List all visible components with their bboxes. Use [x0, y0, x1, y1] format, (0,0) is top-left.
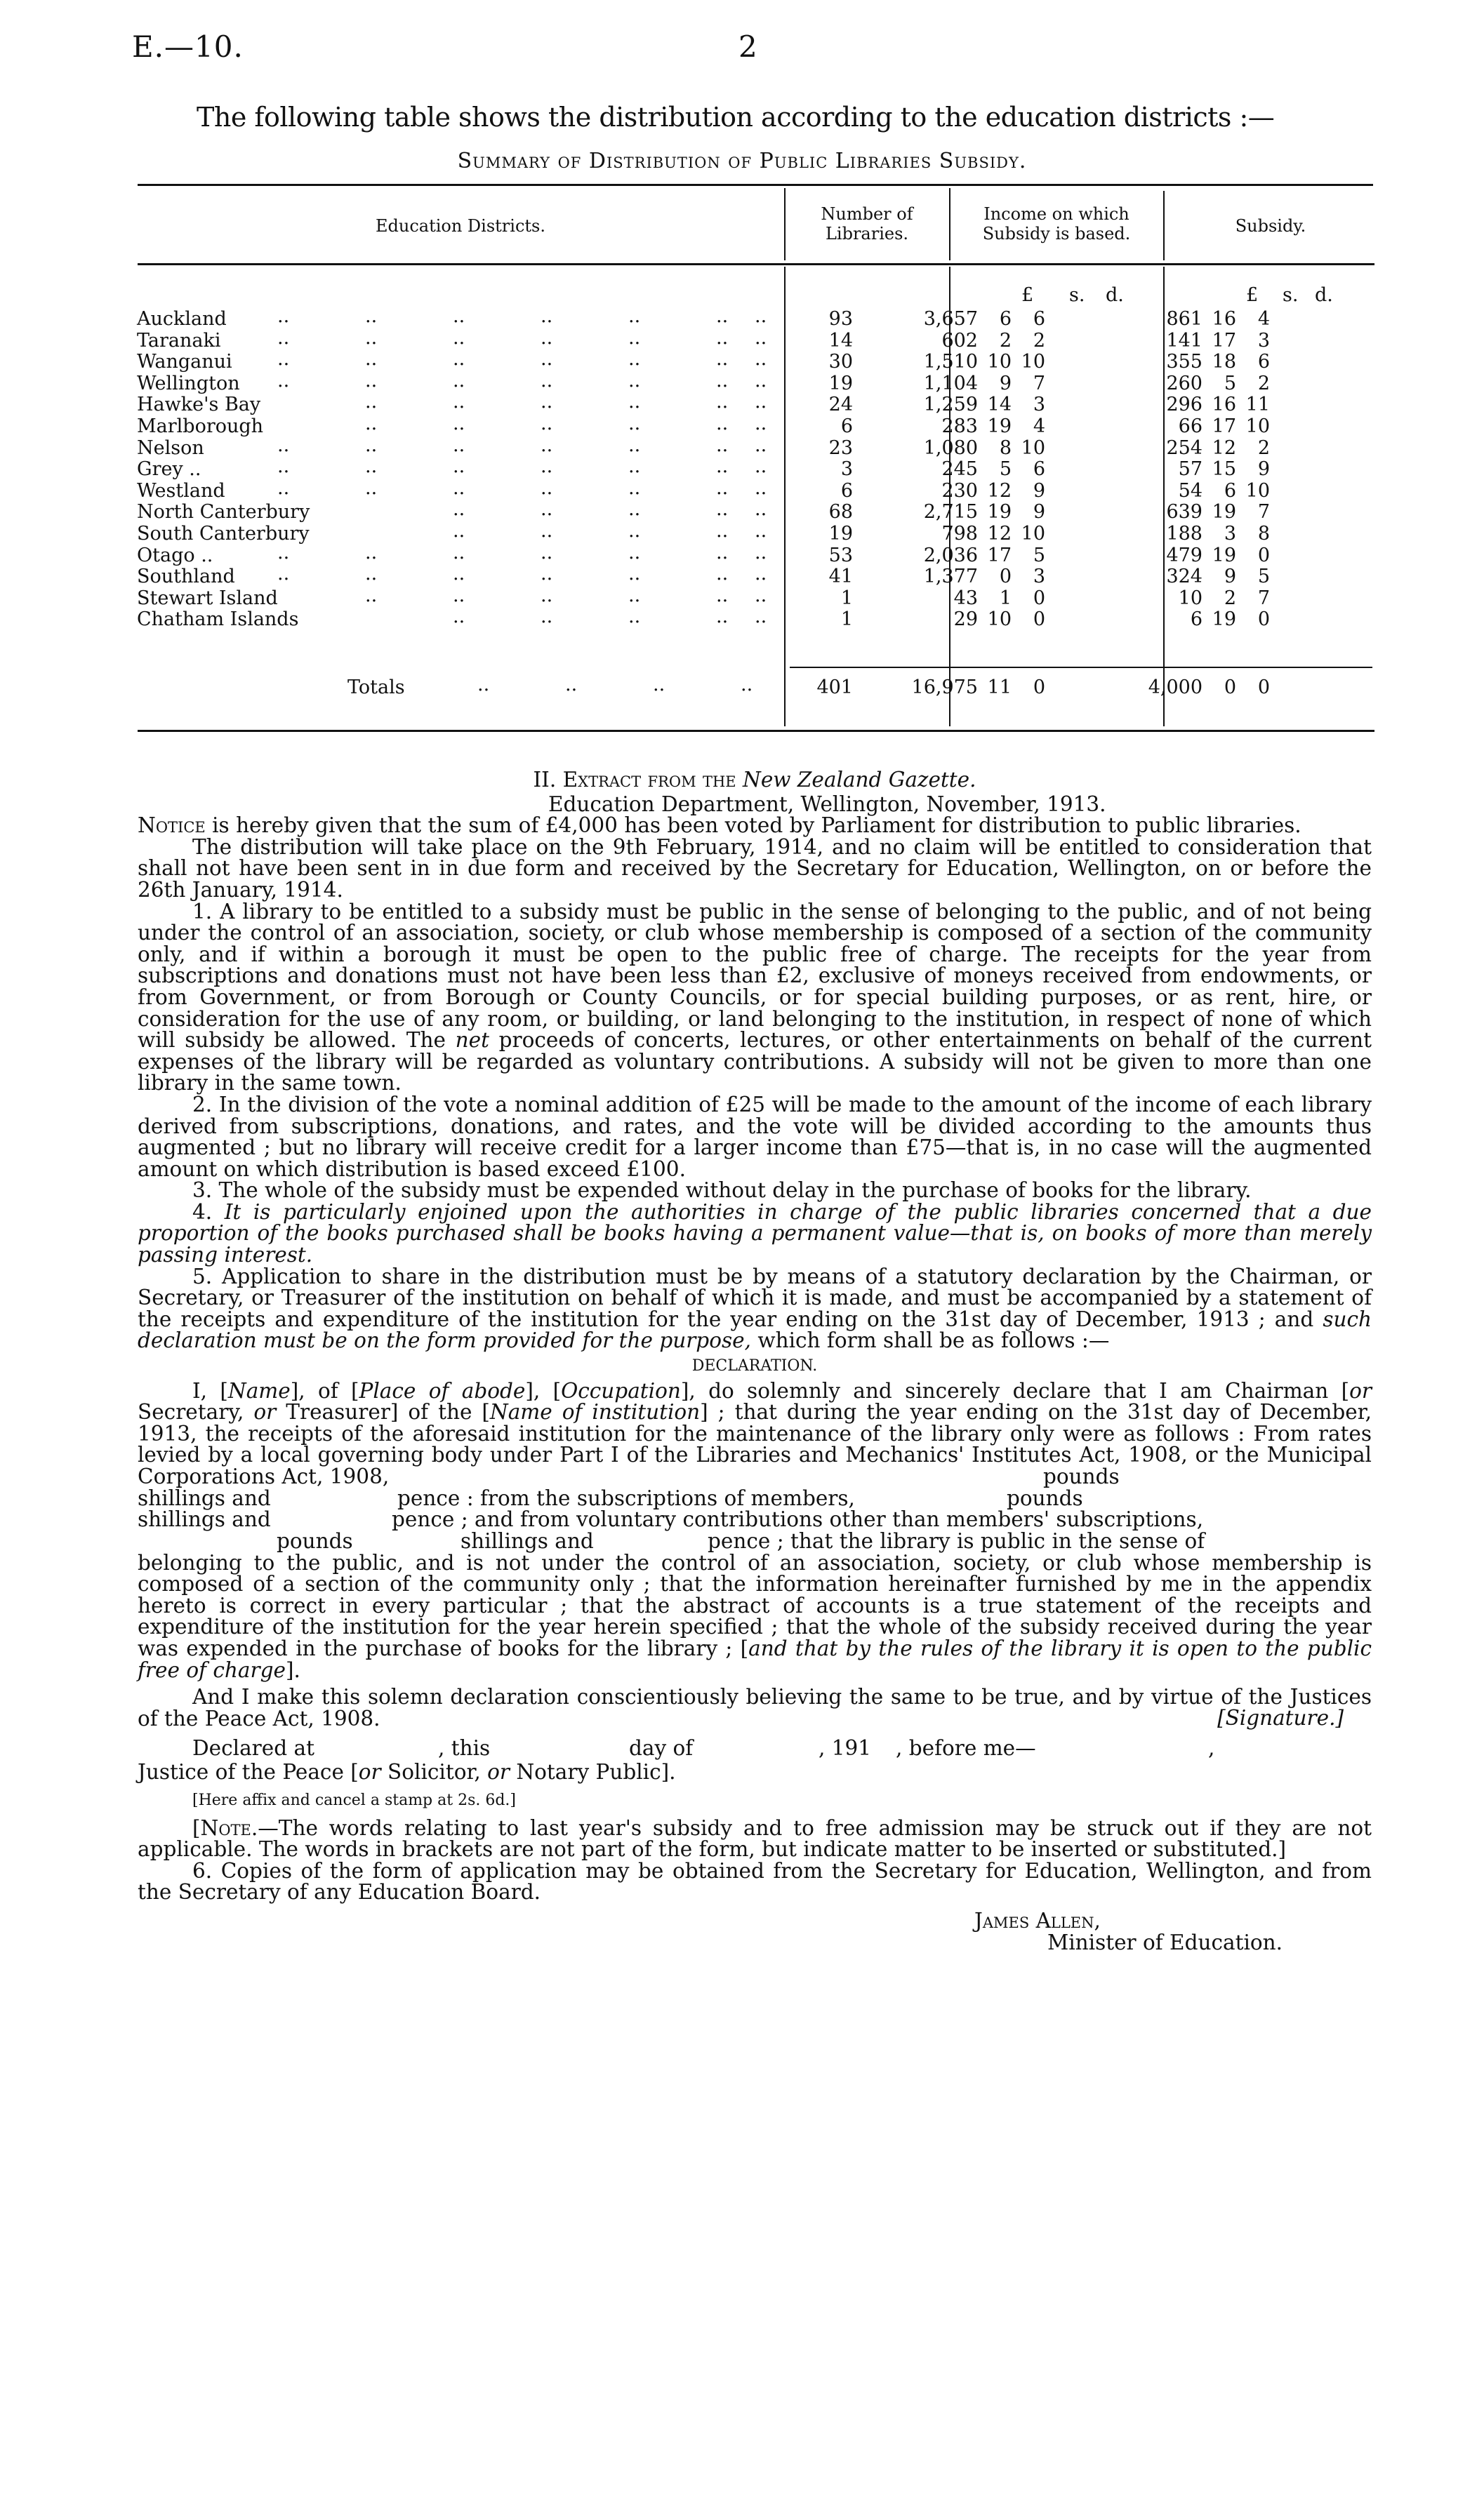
table-row: Chatham Islands .. .. .. .. .. 1 29 10 0 6 19 0 [137, 606, 1270, 631]
table-title: Summary of Distribution of Public Libraries Subsidy. [457, 149, 1027, 173]
library-count: 19 [828, 372, 853, 394]
library-count: 3 [840, 458, 853, 481]
total-subsidy-pence: 0 [1257, 676, 1270, 698]
library-count: 53 [828, 544, 853, 566]
district-name: Wellington [137, 372, 240, 394]
page-number: 2 [738, 29, 757, 64]
income-pounds: 1,080 [923, 436, 978, 459]
income-shillings: 2 [999, 329, 1012, 352]
library-count: 93 [828, 308, 853, 330]
income-shillings: 19 [987, 415, 1012, 437]
income-pence: 10 [1021, 436, 1045, 459]
totals-row: Totals .. .. .. .. 401 16,975 11 0 4,000 0 0 [347, 674, 1270, 698]
header-libraries: Number of Libraries. [821, 204, 913, 244]
subsidy-pence: 7 [1257, 587, 1270, 609]
income-pence: 10 [1021, 351, 1045, 373]
district-name: Marlborough [137, 415, 264, 437]
clause-2: 2. In the division of the vote a nominal addition of £25 will be made to the amount of the income of each library derived from subscriptions, donations, and rates, and the vote will be divided according to the amounts thus augmented ; but no library will receive credit for a larger income than £75—that is, in no case will the augmented amount on which distribution is based exceed £100. [138, 1092, 1372, 1181]
income-pence: 9 [1033, 479, 1045, 502]
subsidy-pounds: 861 [1166, 308, 1203, 330]
income-pence: 7 [1033, 372, 1045, 394]
income-shillings: 5 [999, 458, 1012, 481]
district-name: Westland [137, 479, 225, 502]
income-shillings: 10 [987, 351, 1012, 373]
clause-1: 1. A library to be entitled to a subsidy must be public in the sense of belonging to the public, and of not being under the control of an association, society, or club whose membership is composed of a section of the community only, and if within a borough it must be open to the public free of charge. The receipts for the year from subscriptions and donations must not have been less than £2, exclusive of moneys received from endowments, or from Government, or from Borough or County Councils, or for special building purposes, or as rent, hire, or consideration for the use of any room, or building, or land belonging to the institution, in respect of none of which will subsidy be allowed. The net proceeds of concerts, lectures, or other entertainments on behalf of the current expenses of the library will be regarded as voluntary contributions. A subsidy will not be given to more than one library in the same town. [138, 899, 1372, 1095]
district-name: Southland [137, 566, 235, 588]
subsidy-shillings: 19 [1212, 608, 1236, 631]
income-pounds: 1,377 [923, 566, 978, 588]
table-row: Stewart Island .. .. .. .. .. .. 1 43 1 0 10 2 7 [137, 584, 1270, 609]
library-count: 24 [828, 394, 853, 416]
col-divider-1 [784, 188, 786, 260]
income-pence: 0 [1033, 608, 1045, 631]
subsidy-shillings: 16 [1212, 308, 1236, 330]
declaration-blanks: pounds shillings and pence : from the subscriptions of members, pounds shillings and pence ; and from voluntary contributions other than members' subscriptions, pounds shillings and pence ; that the library is public in the sense of [138, 1464, 1205, 1553]
income-pounds: 1,104 [923, 372, 978, 394]
district-name: Auckland [137, 308, 227, 330]
table-row: Marlborough .. .. .. .. .. .. 6 283 19 4 66 17 10 [137, 413, 1270, 437]
clause-3: 3. The whole of the subsidy must be expended without delay in the purchase of books for the library. [192, 1178, 1252, 1203]
table-row: Westland .. .. .. .. .. .. .. 6 230 12 9 54 6 10 [137, 476, 1270, 502]
income-shillings: 0 [999, 566, 1012, 588]
district-name: Nelson [137, 436, 204, 459]
library-count: 1 [840, 587, 853, 609]
declared-at-line: Declared at , this day of , 191 , before me— , [192, 1736, 1215, 1761]
district-name: Chatham Islands [137, 608, 299, 631]
subsidy-pence: 2 [1257, 372, 1270, 394]
subsidy-shillings: 17 [1212, 415, 1236, 437]
signatory-name: James Allen, [974, 1908, 1101, 1933]
income-pounds: 230 [941, 479, 978, 502]
income-shillings: 9 [999, 372, 1012, 394]
income-pence: 0 [1033, 587, 1045, 609]
subsidy-pence: 9 [1257, 458, 1270, 481]
declaration-paragraph: I, [Name], of [Place of abode], [Occupation], do solemnly and sincerely declare that I am Chairman [or Secretary, or Treasurer] of the [Name of institution] ; that during the year ending on the 31st day of December, 1913, the receipts of the aforesaid institution for the maintenance of the library only were as follows : From rates levied by a local governing body under Part I of the Libraries and Mechanics' Institutes Act, 1908, or the Municipal Corporations Act, 1908, [138, 1378, 1372, 1488]
income-shillings: 8 [999, 436, 1012, 459]
income-pence: 5 [1033, 544, 1045, 566]
declaration-title: DECLARATION. [691, 1357, 818, 1375]
notice-paragraph: Notice is hereby given that the sum of £4,000 has been voted by Parliament for distribution to public libraries. [138, 813, 1301, 838]
income-pence: 10 [1021, 523, 1045, 545]
income-pounds: 2,715 [923, 501, 978, 524]
totals-label: Totals [347, 676, 405, 698]
table-row: Hawke's Bay .. .. .. .. .. .. 24 1,259 14 3 296 16 11 [137, 391, 1270, 416]
table-row: Grey .. .. .. .. .. .. .. .. 3 245 5 6 57 15 9 [137, 455, 1270, 481]
subsidy-pounds: 296 [1166, 394, 1203, 416]
income-pence: 6 [1033, 458, 1045, 481]
income-shillings: 6 [999, 308, 1012, 330]
income-pence: 3 [1033, 394, 1045, 416]
library-count: 14 [828, 329, 853, 352]
income-shillings: 19 [987, 501, 1012, 524]
income-pounds: 1,259 [923, 394, 978, 416]
distribution-paragraph: The distribution will take place on the 9th February, 1914, and no claim will be entitled to consideration that shall not have been sent in in due form and received by the Secretary for Education, Wellington, on or before the 26th January, 1914. [138, 834, 1372, 902]
clause-6: 6. Copies of the form of application may be obtained from the Secretary for Education, Wellington, and from the Secretary of any Education Board. [138, 1858, 1372, 1905]
subsidy-shillings: 19 [1212, 501, 1236, 524]
declaration-tail: belonging to the public, and is not under the control of an association, society, or club whose membership is composed of a section of the community only ; that the information hereinafter furnished by me in the appendix hereto is correct in every particular ; that the abstract of accounts is a true statement of the receipts and expenditure of the institution for the year herein specified ; that the whole of the subsidy received during the year was expended in the purchase of books for the library ; [and that by the rules of the library it is open to the public free of charge]. [138, 1550, 1372, 1682]
subsidy-shillings: 9 [1224, 566, 1236, 588]
subsidy-pounds: 188 [1166, 523, 1203, 545]
header-districts: Education Districts. [375, 216, 545, 236]
subsidy-shillings: 5 [1224, 372, 1236, 394]
income-pounds: 1,510 [923, 351, 978, 373]
subsidy-pounds: 57 [1178, 458, 1203, 481]
income-pounds: 43 [953, 587, 978, 609]
subsidy-shillings: 12 [1212, 436, 1236, 459]
col-divider-3 [1163, 191, 1165, 260]
dateline: Education Department, Wellington, November, 1913. [548, 792, 1106, 816]
total-income-pounds: 16,975 [911, 676, 978, 698]
subsidy-shillings: 2 [1224, 587, 1236, 609]
income-shillings: 17 [987, 544, 1012, 566]
subsidy-pounds: 66 [1178, 415, 1203, 437]
library-count: 1 [840, 608, 853, 631]
library-count: 19 [828, 523, 853, 545]
income-shillings: 10 [987, 608, 1012, 631]
library-count: 6 [840, 415, 853, 437]
district-name: Hawke's Bay [137, 394, 261, 416]
signatory-title: Minister of Education. [1047, 1930, 1283, 1954]
income-pence: 9 [1033, 501, 1045, 524]
subsidy-pounds: 254 [1166, 436, 1203, 459]
table-row: Wellington .. .. .. .. .. .. .. 19 1,104 9 7 260 5 2 [137, 369, 1270, 394]
table-row: Southland .. .. .. .. .. .. .. 41 1,377 0 3 324 9 5 [137, 563, 1270, 588]
library-count: 68 [828, 501, 853, 524]
subsidy-pence: 4 [1257, 308, 1270, 330]
table-bottom-rule [138, 730, 1374, 732]
district-name: South Canterbury [137, 523, 310, 545]
total-subsidy-shillings: 0 [1224, 676, 1236, 698]
library-count: 30 [828, 351, 853, 373]
district-name: Stewart Island [137, 587, 278, 609]
table-row: Nelson .. .. .. .. .. .. .. 23 1,080 8 10 254 12 2 [137, 434, 1270, 459]
col-divider-2 [949, 188, 950, 260]
income-pounds: 798 [941, 523, 978, 545]
subsidy-pounds: 639 [1166, 501, 1203, 524]
income-pence: 2 [1033, 329, 1045, 352]
subsidy-pence: 8 [1257, 523, 1270, 545]
district-name: Wanganui [137, 351, 232, 373]
subsidy-pence: 2 [1257, 436, 1270, 459]
income-shillings: 12 [987, 523, 1012, 545]
table-row: Otago .. .. .. .. .. .. .. .. 53 2,036 17 5 479 19 0 [137, 541, 1270, 566]
income-pounds: 602 [941, 329, 978, 352]
library-count: 41 [828, 566, 853, 588]
subsidy-shillings: 6 [1224, 479, 1236, 502]
subsidy-shillings: 16 [1212, 394, 1236, 416]
extract-heading: II. Extract from the New Zealand Gazette. [533, 768, 976, 792]
subsidy-pounds: 141 [1166, 329, 1203, 352]
district-name: North Canterbury [137, 501, 310, 524]
header-subsidy: Subsidy. [1235, 216, 1306, 236]
table-row: South Canterbury .. .. .. .. .. 19 798 12 10 188 3 8 [137, 520, 1270, 545]
subsidy-shillings: 18 [1212, 351, 1236, 373]
subsidy-pence: 10 [1245, 415, 1270, 437]
district-name: Taranaki [137, 329, 221, 352]
library-count: 23 [828, 436, 853, 459]
table-row: North Canterbury .. .. .. .. .. 68 2,715 19 9 639 19 7 [137, 498, 1270, 524]
totals-rule [790, 667, 1372, 668]
income-pounds: 2,036 [923, 544, 978, 566]
subsidy-pounds: 6 [1190, 608, 1203, 631]
income-pounds: 283 [941, 415, 978, 437]
signature-field: [Signature.] [1217, 1706, 1344, 1731]
clause-5: 5. Application to share in the distribution must be by means of a statutory declaration by the Chairman, or Secretary, or Treasurer of the institution on behalf of which it is made, and must be accompanied by a statement of the receipts and expenditure of the institution for the year ending on the 31st day of December, 1913 ; and such declaration must be on the form provided for the purpose, which form shall be as follows :— [138, 1264, 1372, 1353]
income-pence: 6 [1033, 308, 1045, 330]
subsidy-pounds: 479 [1166, 544, 1203, 566]
total-libraries: 401 [816, 676, 853, 698]
total-income-shillings: 11 [987, 676, 1012, 698]
total-income-pence: 0 [1033, 676, 1045, 698]
clause-4: 4. It is particularly enjoined upon the authorities in charge of the public libraries concerned that a due proportion of the books purchased shall be books having a permanent value—that is, on books of more than merely passing interest. [138, 1199, 1372, 1267]
subsidy-pence: 5 [1257, 566, 1270, 588]
income-pence: 4 [1033, 415, 1045, 437]
district-name: Grey .. [137, 458, 201, 481]
subsidy-shillings: 3 [1224, 523, 1236, 545]
subsidy-pounds: 355 [1166, 351, 1203, 373]
library-count: 6 [840, 479, 853, 502]
table-header-rule [138, 263, 1374, 265]
header-income: Income on which Subsidy is based. [982, 204, 1131, 244]
subsidy-pence: 0 [1257, 544, 1270, 566]
subsidy-pounds: 324 [1166, 566, 1203, 588]
subsidy-pence: 7 [1257, 501, 1270, 524]
document-reference: E.—10. [132, 29, 244, 64]
table-row: Auckland .. .. .. .. .. .. .. 93 3,657 6 6 861 16 4 [137, 305, 1270, 330]
table-row: Taranaki .. .. .. .. .. .. .. 14 602 2 2 141 17 3 [137, 326, 1270, 352]
intro-text: The following table shows the distribution according to the education districts :— [197, 102, 1275, 133]
subsidy-shillings: 19 [1212, 544, 1236, 566]
district-name: Otago .. [137, 544, 213, 566]
subsidy-shillings: 17 [1212, 329, 1236, 352]
subsidy-pounds: 10 [1178, 587, 1203, 609]
subsidy-pounds: 54 [1178, 479, 1203, 502]
subsidy-pence: 3 [1257, 329, 1270, 352]
gazette-extract [138, 769, 1372, 1953]
table-top-rule [138, 184, 1373, 186]
declaration-affirmation: And I make this solemn declaration conscientiously believing the same to be true, and by virtue of the Justices of the Peace Act, 1908. [138, 1685, 1372, 1731]
subsidy-pence: 0 [1257, 608, 1270, 631]
income-shillings: 12 [987, 479, 1012, 502]
subsidy-shillings: 15 [1212, 458, 1236, 481]
subsidy-pence: 11 [1245, 394, 1270, 416]
income-pounds: 245 [941, 458, 978, 481]
income-shillings: 14 [987, 394, 1012, 416]
table-row: Wanganui .. .. .. .. .. .. .. 30 1,510 10 10 355 18 6 [137, 348, 1270, 373]
publication-name: New Zealand Gazette. [743, 768, 976, 792]
income-pence: 3 [1033, 566, 1045, 588]
income-pounds: 3,657 [923, 308, 978, 330]
income-shillings: 1 [999, 587, 1012, 609]
subsidy-pounds: 260 [1166, 372, 1203, 394]
justice-line: Justice of the Peace [or Solicitor, or Notary Public]. [138, 1760, 676, 1785]
income-pounds: 29 [953, 608, 978, 631]
subsidy-pence: 6 [1257, 351, 1270, 373]
total-subsidy-pounds: 4,000 [1148, 676, 1203, 698]
stamp-instruction: [Here affix and cancel a stamp at 2s. 6d.] [192, 1791, 517, 1809]
note-paragraph: [Note.—The words relating to last year's subsidy and to free admission may be struck out if they are not applicable. The words in brackets are not part of the form, but indicate matter to be inserted or substituted.] [138, 1815, 1372, 1862]
subsidy-pence: 10 [1245, 479, 1270, 502]
